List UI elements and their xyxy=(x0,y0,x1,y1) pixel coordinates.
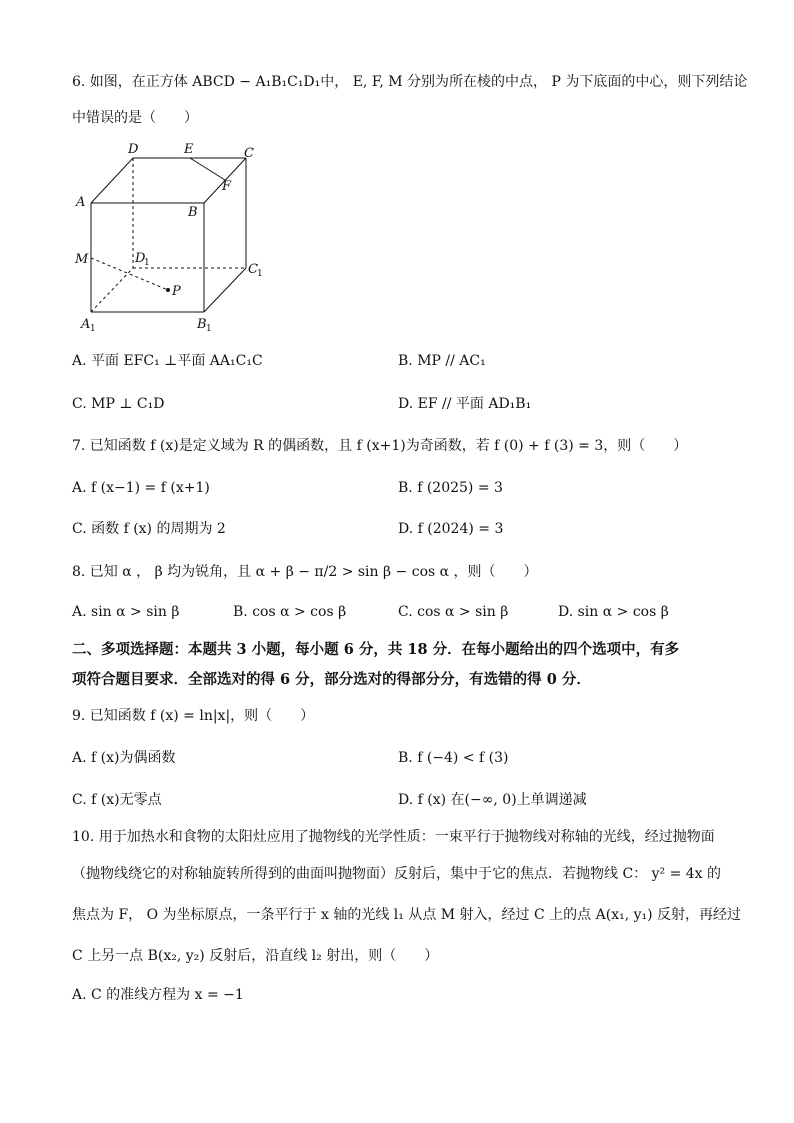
section2-heading-line2: 项符合题目要求．全部选对的得 6 分，部分选对的得部分分，有选错的得 0 分． xyxy=(72,671,591,688)
q9-stem: 9. 已知函数 f (x) = ln|x|，则（ ） xyxy=(72,708,315,724)
q7-option-d: D. f (2024) = 3 xyxy=(398,521,504,537)
label-E: E xyxy=(184,142,194,157)
q6-option-a: A. 平面 EFC₁ ⊥平面 AA₁C₁C xyxy=(72,353,263,369)
section2-heading-line1: 二、多项选择题：本题共 3 小题，每小题 6 分，共 18 分．在每小题给出的四个选项中，有多 xyxy=(72,641,680,658)
q8-option-b: B. cos α > cos β xyxy=(233,604,347,620)
label-B1: B xyxy=(197,317,207,332)
q8-option-d: D. sin α > cos β xyxy=(558,604,669,620)
label-D1-sub: 1 xyxy=(144,258,150,268)
q7-option-a: A. f (x−1) = f (x+1) xyxy=(72,480,210,496)
q8-option-c: C. cos α > sin β xyxy=(398,604,509,620)
q6-stem-line2: 中错误的是（ ） xyxy=(72,110,198,126)
q10-stem-line2: （抛物线绕它的对称轴旋转所得到的曲面叫抛物面）反射后，集中于它的焦点．若抛物线 C： y² = 4x 的 xyxy=(72,866,722,882)
label-D: D xyxy=(128,142,139,157)
q9-option-d: D. f (x) 在(−∞, 0)上单调递减 xyxy=(398,792,587,808)
q9-option-a: A. f (x)为偶函数 xyxy=(72,750,176,766)
q7-stem: 7. 已知函数 f (x)是定义域为 R 的偶函数，且 f (x+1)为奇函数，若 f (0) + f (3) = 3，则（ ） xyxy=(72,438,688,454)
label-A1-sub: 1 xyxy=(90,324,96,334)
q10-option-a: A. C 的准线方程为 x = −1 xyxy=(72,987,244,1003)
q7-option-b: B. f (2025) = 3 xyxy=(398,480,503,496)
label-C1: C xyxy=(248,262,258,277)
label-C: C xyxy=(244,146,254,161)
q9-option-c: C. f (x)无零点 xyxy=(72,792,162,808)
label-B: B xyxy=(188,205,198,220)
q10-stem-line3: 焦点为 F， O 为坐标原点，一条平行于 x 轴的光线 l₁ 从点 M 射入，经过 C 上的点 A(x₁, y₁) 反射，再经过 xyxy=(72,907,742,923)
label-C1-sub: 1 xyxy=(257,269,263,279)
q6-stem-line1: 6. 如图，在正方体 ABCD − A₁B₁C₁D₁中， E, F, M 分别为所在棱的中点， P 为下底面的中心，则下列结论 xyxy=(72,74,748,90)
label-F: F xyxy=(222,179,232,194)
q6-option-b: B. MP // AC₁ xyxy=(398,353,486,369)
q6-option-d: D. EF // 平面 AD₁B₁ xyxy=(398,396,532,412)
label-D1: D xyxy=(135,251,146,266)
q7-option-c: C. 函数 f (x) 的周期为 2 xyxy=(72,521,226,537)
q6-option-c: C. MP ⊥ C₁D xyxy=(72,396,165,412)
q8-option-a: A. sin α > sin β xyxy=(72,604,180,620)
label-B1-sub: 1 xyxy=(206,324,212,334)
label-A1: A xyxy=(81,317,91,332)
label-A: A xyxy=(76,195,86,210)
label-M: M xyxy=(75,252,89,267)
cube-figure xyxy=(70,138,270,338)
q9-option-b: B. f (−4) < f (3) xyxy=(398,750,509,766)
q8-stem: 8. 已知 α ， β 均为锐角，且 α + β − π/2 > sin β − cos α ，则（ ） xyxy=(72,564,538,580)
q10-stem-line4: C 上另一点 B(x₂, y₂) 反射后，沿直线 l₂ 射出，则（ ） xyxy=(72,948,439,964)
label-P: P xyxy=(172,284,181,299)
q10-stem-line1: 10. 用于加热水和食物的太阳灶应用了抛物线的光学性质：一束平行于抛物线对称轴的光线，经过抛物面 xyxy=(72,829,715,845)
